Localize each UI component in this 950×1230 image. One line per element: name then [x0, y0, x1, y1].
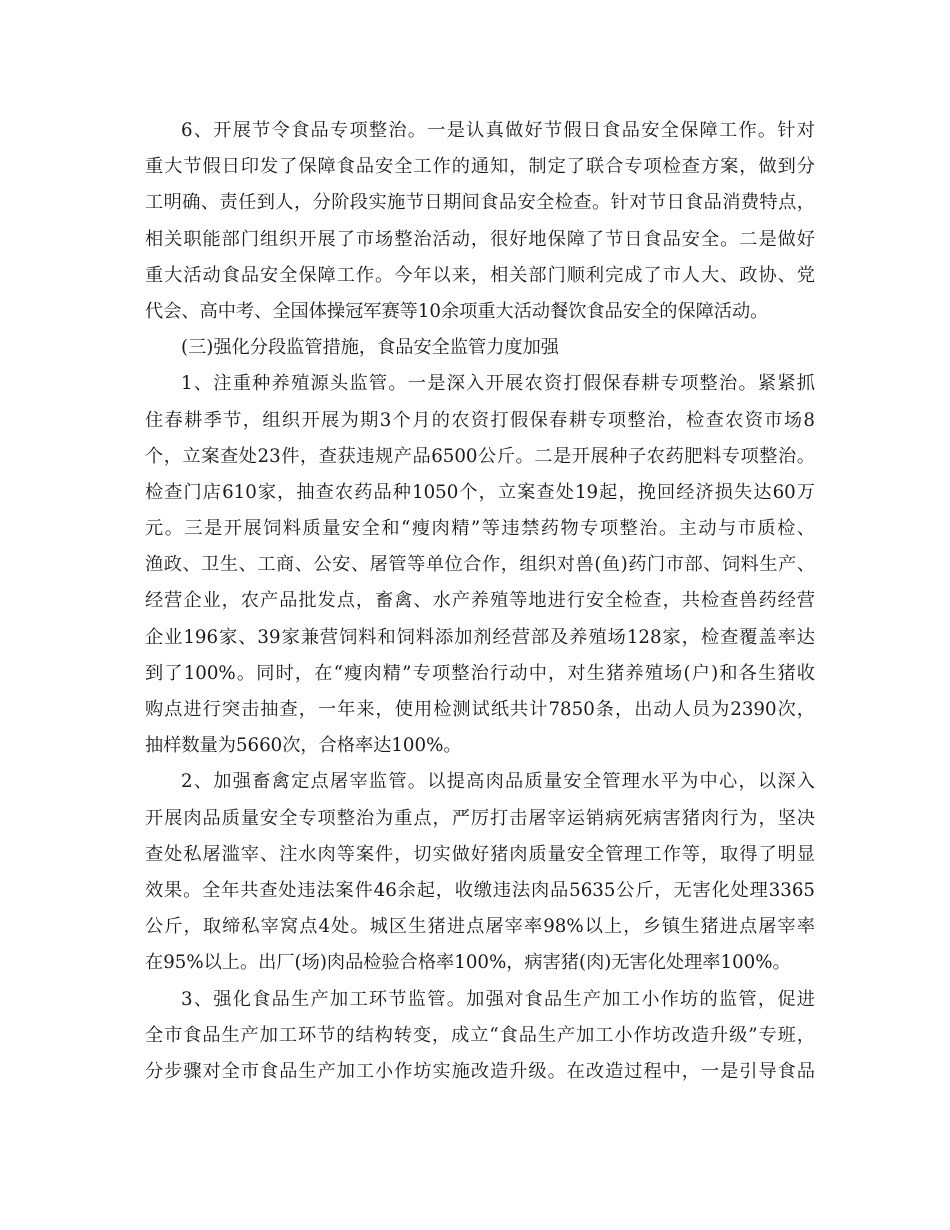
text-line: 全市食品生产加工环节的结构转变，成立“食品生产加工小作坊改造升级”专班， [145, 1024, 815, 1046]
text-line: 相关职能部门组织开展了市场整治活动，很好地保障了节日食品安全。二是做好 [145, 228, 815, 250]
text-line: 检查门店610家，抽查农药品种1050个，立案查处19起，挽回经济损失达60万 [145, 481, 815, 503]
text-line: 3、强化食品生产加工环节监管。加强对食品生产加工小作坊的监管，促进 [181, 988, 815, 1010]
text-line: (三)强化分段监管措施，食品安全监管力度加强 [181, 337, 559, 359]
text-line: 住春耕季节，组织开展为期3个月的农资打假保春耕专项整治，检查农资市场8 [145, 409, 815, 431]
text-line: 重大节假日印发了保障食品安全工作的通知，制定了联合专项检查方案，做到分 [145, 156, 815, 178]
text-line: 6、开展节令食品专项整治。一是认真做好节假日食品安全保障工作。针对 [181, 120, 815, 141]
text-line: 公斤，取缔私宰窝点4处。城区生猪进点屠宰率98%以上，乡镇生猪进点屠宰率 [145, 916, 815, 938]
text-line: 企业196家、39家兼营饲料和饲料添加剂经营部及养殖场128家，检查覆盖率达 [145, 626, 815, 648]
text-line: 在95%以上。出厂(场)肉品检验合格率100%，病害猪(肉)无害化处理率100%。 [145, 952, 791, 974]
text-line: 重大活动食品安全保障工作。今年以来，相关部门顺利完成了市人大、政协、党 [145, 264, 815, 286]
document-body [145, 113, 815, 1090]
text-line: 开展肉品质量安全专项整治为重点，严厉打击屠宰运销病死病害猪肉行为，坚决 [145, 807, 815, 829]
text-line: 1、注重种养殖源头监管。一是深入开展农资打假保春耕专项整治。紧紧抓 [181, 373, 815, 395]
text-line: 2、加强畜禽定点屠宰监管。以提高肉品质量安全管理水平为中心，以深入 [181, 771, 815, 793]
text-line: 个，立案查处23件，查获违规产品6500公斤。二是开展种子农药肥料专项整治。 [145, 445, 815, 467]
text-line: 分步骤对全市食品生产加工小作坊实施改造升级。在改造过程中，一是引导食品 [145, 1060, 815, 1082]
text-line: 经营企业，农产品批发点，畜禽、水产养殖等地进行安全检查，共检查兽药经营 [145, 590, 815, 612]
text-line: 抽样数量为5660次，合格率达100%。 [145, 735, 462, 757]
text-line: 渔政、卫生、工商、公安、屠管等单位合作，组织对兽(鱼)药门市部、饲料生产、 [145, 554, 815, 576]
text-line: 工明确、责任到人，分阶段实施节日期间食品安全检查。针对节日食品消费特点， [145, 192, 815, 214]
text-line: 代会、高中考、全国体操冠军赛等10余项重大活动餐饮食品安全的保障活动。 [145, 300, 769, 322]
text-line: 查处私屠滥宰、注水肉等案件，切实做好猪肉质量安全管理工作等，取得了明显 [145, 843, 815, 865]
text-line: 元。三是开展饲料质量安全和“瘦肉精”等违禁药物专项整治。主动与市质检、 [145, 518, 815, 540]
text-line: 效果。全年共查处违法案件46余起，收缴违法肉品5635公斤，无害化处理3365 [145, 879, 815, 901]
text-line: 到了100%。同时，在“瘦肉精”专项整治行动中，对生猪养殖场(户)和各生猪收 [145, 662, 815, 684]
text-line: 购点进行突击抽查，一年来，使用检测试纸共计7850条，出动人员为2390次， [145, 699, 815, 720]
